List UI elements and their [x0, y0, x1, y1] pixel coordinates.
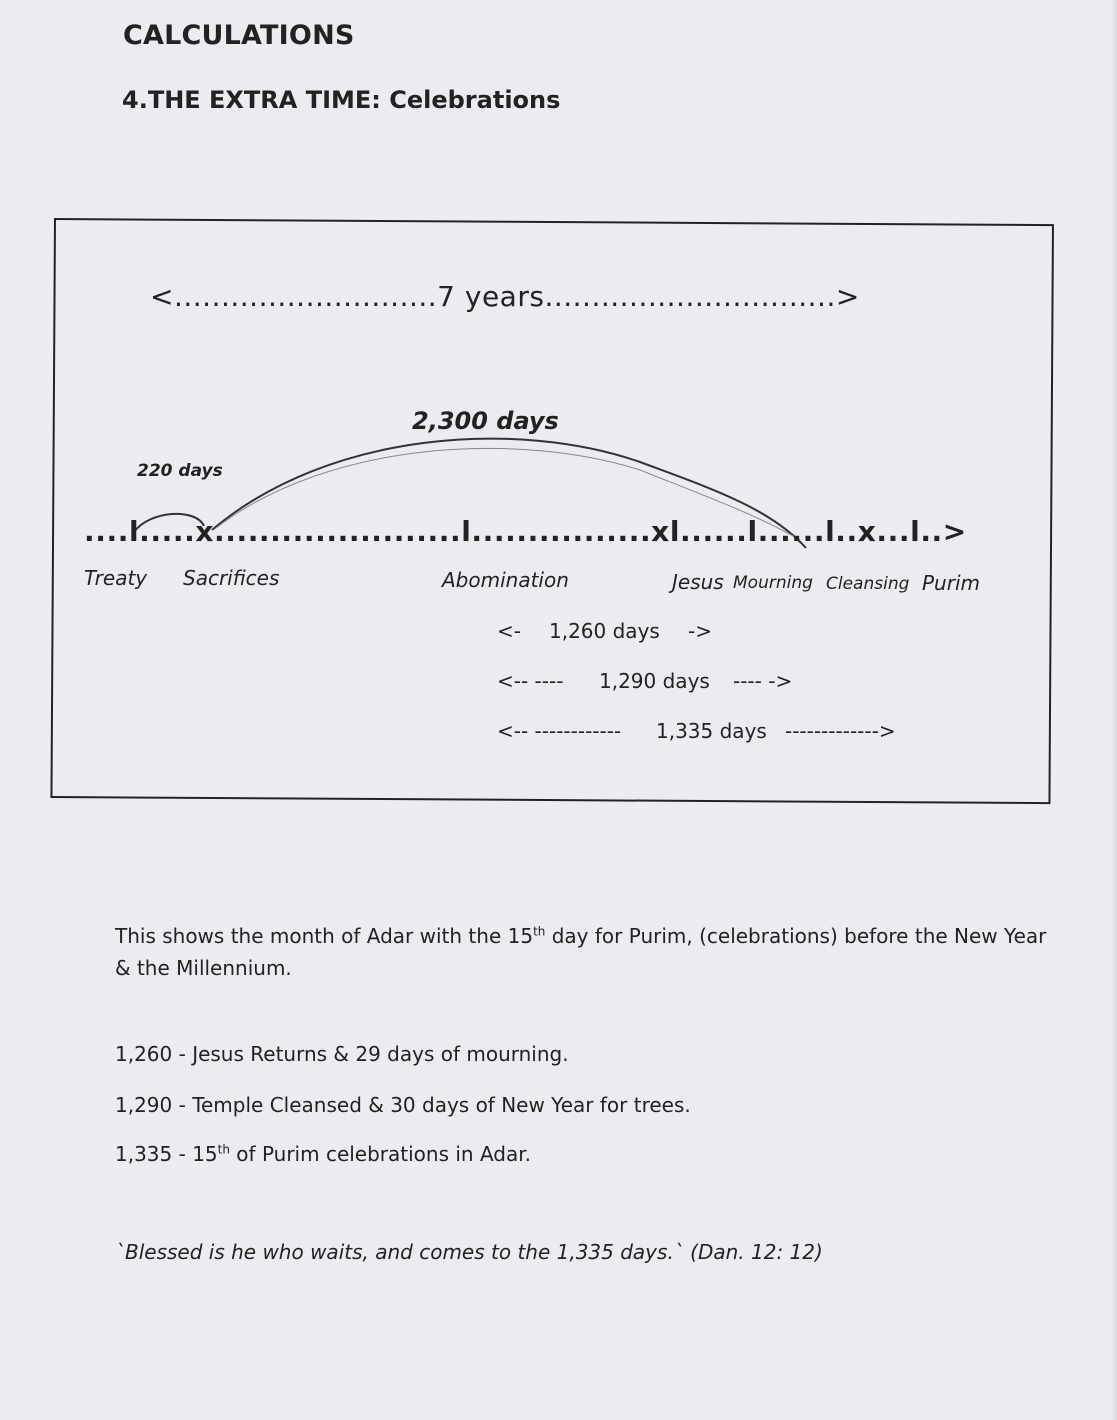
span-1335-value: 1,335 days: [656, 719, 767, 743]
seven-years-span: <............................7 years...............................>: [150, 280, 860, 313]
timeline-line: ....l.....x......................l................xl......l......l..x...l..>: [84, 515, 967, 548]
marker-jesus: Jesus: [672, 570, 724, 594]
paragraph-text: day for Purim, (celebrations) before the New Year & the Millennium.: [115, 924, 1047, 980]
explanation-paragraph: [115, 920, 1055, 984]
marker-sacrifices: Sacrifices: [183, 566, 280, 590]
note-1290: 1,290 - Temple Cleansed & 30 days of New Year for trees.: [115, 1093, 691, 1117]
ordinal-suffix: th: [533, 924, 546, 939]
marker-abomination: Abomination: [442, 568, 569, 592]
note-text: 1,335 - 15: [115, 1142, 218, 1166]
arc-label-220-days: 220 days: [137, 461, 223, 481]
span-1260-right-arrow: ->: [688, 619, 712, 643]
span-1290-right-arrow: ---- ->: [733, 669, 793, 693]
span-1290-left-arrow: <-- ----: [497, 669, 564, 693]
section-heading: 4.THE EXTRA TIME: Celebrations: [122, 86, 561, 114]
span-1290-value: 1,290 days: [599, 669, 710, 693]
marker-treaty: Treaty: [84, 566, 148, 590]
note-text: of Purim celebrations in Adar.: [229, 1142, 531, 1166]
ordinal-suffix: th: [217, 1142, 230, 1157]
scripture-quote: `Blessed is he who waits, and comes to the 1,335 days.` (Dan. 12: 12): [115, 1240, 823, 1264]
marker-cleansing: Cleansing: [826, 574, 910, 594]
note-1260: 1,260 - Jesus Returns & 29 days of mourning.: [115, 1042, 569, 1066]
span-1260-left-arrow: <-: [497, 619, 521, 643]
span-1335-left-arrow: <-- ------------: [497, 719, 622, 743]
paragraph-text: This shows the month of Adar with the 15: [115, 924, 534, 948]
marker-mourning: Mourning: [733, 573, 813, 593]
marker-purim: Purim: [922, 571, 980, 595]
span-1335-right-arrow: ------------->: [785, 719, 896, 743]
span-1260-value: 1,260 days: [549, 619, 660, 643]
arc-label-2300-days: 2,300 days: [412, 407, 559, 435]
note-1335: [115, 1142, 531, 1166]
page-title: CALCULATIONS: [123, 20, 355, 51]
